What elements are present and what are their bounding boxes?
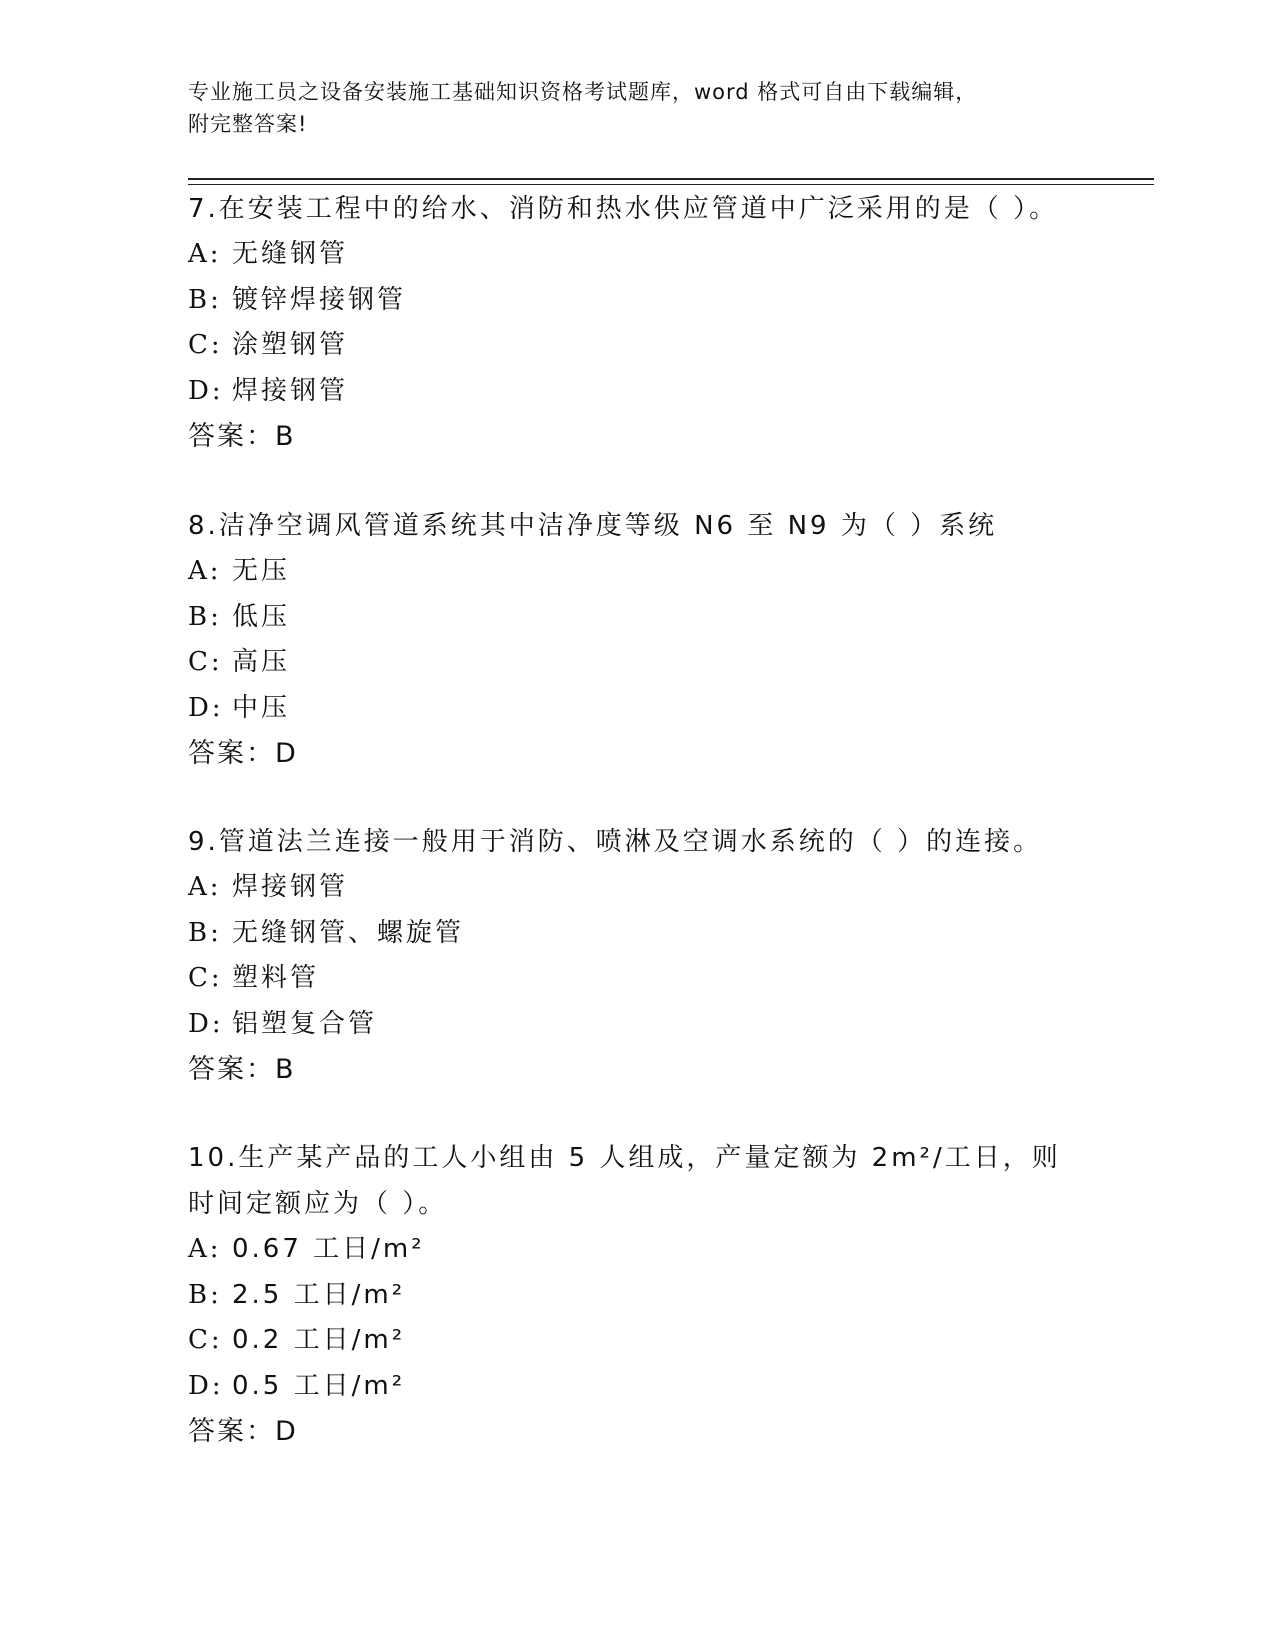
option-text: 镀锌焊接钢管 <box>232 284 407 315</box>
option-letter: D: <box>188 1370 224 1401</box>
option-text: 铝塑复合管 <box>232 1008 378 1039</box>
option-b <box>188 911 1088 957</box>
option-letter: C: <box>188 647 223 677</box>
option-b <box>188 278 1088 324</box>
option-text: 无缝钢管、螺旋管 <box>232 917 465 948</box>
header-divider-thin <box>188 184 1154 185</box>
question-stem: 7.在安装工程中的给水、消防和热水供应管道中广泛采用的是（ ）。 <box>188 194 1059 224</box>
option-letter: C: <box>188 963 223 993</box>
answer-line: 答案：D <box>188 738 298 769</box>
option-a <box>188 549 1088 595</box>
option-text: 2.5 工日/m² <box>232 1279 406 1310</box>
option-text: 无缝钢管 <box>232 239 349 269</box>
question-9 <box>188 819 1088 1093</box>
option-text: 中压 <box>232 692 291 723</box>
option-text: 焊接钢管 <box>232 872 349 902</box>
option-text: 塑料管 <box>232 963 320 993</box>
question-stem: 10.生产某产品的工人小组由 5 人组成，产量定额为 2m²/工日，则时间定额应为（ ）。 <box>188 1143 1061 1219</box>
question-stem: 8.洁净空调风管道系统其中洁净度等级 N6 至 N9 为（ ）系统 <box>188 511 998 541</box>
option-text: 涂塑钢管 <box>232 330 349 360</box>
option-letter: A: <box>188 872 222 902</box>
option-letter: A: <box>188 1234 222 1264</box>
option-a <box>188 865 1088 911</box>
option-letter: D: <box>188 375 224 406</box>
option-letter: C: <box>188 1325 223 1355</box>
option-d <box>188 686 1088 732</box>
option-text: 高压 <box>232 647 291 677</box>
option-c <box>188 956 1088 1002</box>
question-8 <box>188 503 1088 777</box>
option-d <box>188 1364 1088 1410</box>
option-letter: A: <box>188 239 222 269</box>
option-text: 0.2 工日/m² <box>232 1325 406 1355</box>
option-b <box>188 1273 1088 1319</box>
option-d <box>188 1002 1088 1048</box>
option-a <box>188 232 1088 278</box>
option-letter: C: <box>188 330 223 360</box>
question-7 <box>188 186 1088 460</box>
option-letter: B: <box>188 284 222 315</box>
option-c <box>188 323 1088 369</box>
option-text: 无压 <box>232 556 291 586</box>
option-text: 低压 <box>232 601 291 632</box>
option-c <box>188 1318 1088 1364</box>
question-stem: 9.管道法兰连接一般用于消防、喷淋及空调水系统的（ ）的连接。 <box>188 827 1043 857</box>
option-text: 0.67 工日/m² <box>232 1234 425 1264</box>
option-letter: D: <box>188 692 224 723</box>
question-10 <box>188 1135 1088 1455</box>
option-letter: A: <box>188 556 222 586</box>
header-line-1: 专业施工员之设备安装施工基础知识资格考试题库，word 格式可自由下载编辑， <box>188 80 978 104</box>
answer-line: 答案：B <box>188 421 296 452</box>
option-letter: B: <box>188 917 222 948</box>
answer-line: 答案：B <box>188 1054 296 1085</box>
option-letter: B: <box>188 1279 222 1310</box>
header-divider-thick <box>188 178 1154 180</box>
option-text: 焊接钢管 <box>232 375 349 406</box>
document-header <box>188 76 1068 140</box>
option-c <box>188 640 1088 686</box>
header-line-2: 附完整答案! <box>188 112 308 136</box>
option-a <box>188 1227 1088 1273</box>
option-letter: D: <box>188 1008 224 1039</box>
option-letter: B: <box>188 601 222 632</box>
option-d <box>188 369 1088 415</box>
option-text: 0.5 工日/m² <box>232 1370 406 1401</box>
answer-line: 答案：D <box>188 1416 298 1447</box>
option-b <box>188 595 1088 641</box>
